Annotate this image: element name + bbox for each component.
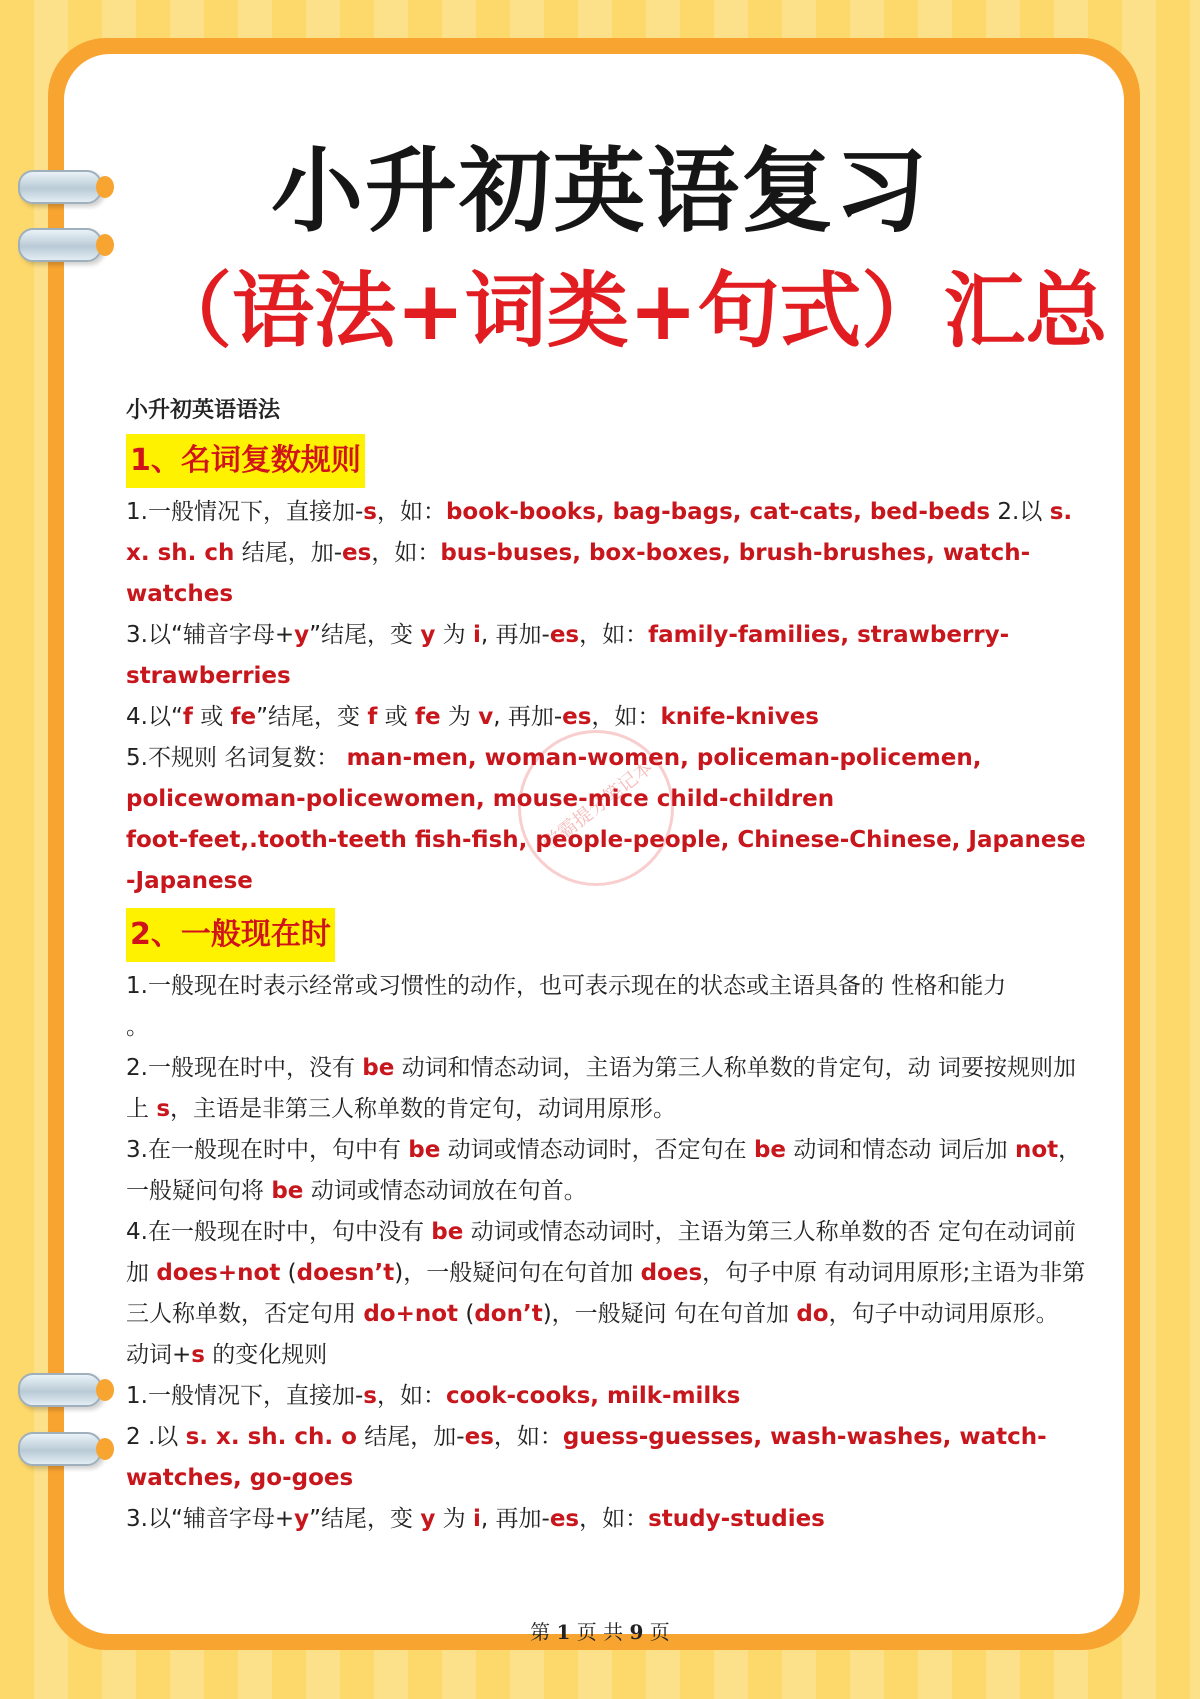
- rule-text: ，如：: [371, 540, 441, 566]
- rule-text: 1.一般情况下，直接加-: [126, 1383, 364, 1409]
- page-total: 9: [629, 1620, 644, 1644]
- rule-text: 1.一般情况下，直接加-: [126, 499, 364, 525]
- keyword: does+not: [156, 1260, 281, 1286]
- footer-text: 页: [643, 1620, 670, 1644]
- example-words: bus-buses, box-boxes, brush-brushes, watch-watches: [126, 540, 1031, 607]
- rule-text: 为: [440, 704, 479, 730]
- section-noun-plural: [126, 434, 1086, 902]
- rule-text: ，如：: [376, 1383, 446, 1409]
- rule-text: 2.以: [990, 499, 1050, 525]
- rule-text: 动词+: [126, 1342, 192, 1368]
- example-words: study-studies: [648, 1506, 825, 1532]
- keyword: do+not: [363, 1301, 459, 1327]
- example-words: book-books, bag-bags, cat-cats, bed-beds: [445, 499, 991, 525]
- page-subtitle: （语法+词类+句式）汇总: [150, 264, 1108, 359]
- keyword: doesn’t: [296, 1260, 395, 1286]
- rule-text: ，句子中动词用原形。: [828, 1301, 1059, 1327]
- rule-paragraph: [126, 1417, 1086, 1499]
- rule-text: 5.不规则 名词复数：: [126, 745, 340, 771]
- document-body: [126, 396, 1086, 1540]
- example-words: policewoman-policewomen, mouse-mice child-children: [126, 786, 835, 812]
- keyword: do: [796, 1301, 829, 1327]
- rule-text: 结尾，加-: [356, 1424, 465, 1450]
- page-title: 小升初英语复习: [270, 138, 929, 245]
- rule-paragraph: [126, 1212, 1086, 1335]
- rule-text: 动词和情态动 词后加: [786, 1137, 1015, 1163]
- rule-text: )，一般疑问句在句首加: [394, 1260, 641, 1286]
- rule-text: 动词或情态动词时，主语为第三人称单数的否 定句在动词前加: [126, 1219, 1076, 1286]
- binder-ring: [18, 1432, 102, 1466]
- keyword: y: [294, 622, 310, 648]
- rule-text: ”结尾，变: [256, 704, 368, 730]
- rule-text: ，一般疑问句将: [126, 1137, 1082, 1204]
- subheading: [126, 1335, 1086, 1376]
- keyword: v: [478, 704, 494, 730]
- rule-paragraph: [126, 1499, 1086, 1540]
- example-words: man-men, woman-women, policeman-policemen,: [346, 745, 982, 771]
- rule-text: 3.在一般现在时中，句中有: [126, 1137, 409, 1163]
- section-heading: 2、一般现在时: [126, 908, 335, 962]
- keyword: be: [362, 1055, 395, 1081]
- rule-text: 1.一般现在时表示经常或习惯性的动作，也可表示现在的状态或主语具备的 性格和能力: [126, 973, 1007, 999]
- example-words: family-families, strawberry-strawberries: [126, 622, 1010, 689]
- rule-paragraph: [126, 1130, 1086, 1212]
- keyword: es: [342, 540, 372, 566]
- footer-text: 页 共: [570, 1620, 630, 1644]
- rule-text: , 再加-: [480, 622, 550, 648]
- keyword: es: [549, 1506, 580, 1532]
- keyword: fe: [230, 704, 257, 730]
- keyword: y: [420, 1506, 436, 1532]
- section-simple-present: [126, 908, 1086, 1540]
- page-footer: [0, 1616, 1200, 1645]
- example-words: guess-guesses, wash-washes, watch-watches, go-goes: [126, 1424, 1047, 1491]
- rule-text: (: [458, 1301, 475, 1327]
- example-words: cook-cooks, milk-milks: [445, 1383, 741, 1409]
- keyword: y: [420, 622, 436, 648]
- example-words: -Japanese: [126, 868, 253, 894]
- section-label: 小升初英语语法: [126, 398, 281, 423]
- keyword: be: [431, 1219, 464, 1245]
- keyword: i: [473, 1506, 481, 1532]
- rule-text: 3.以“辅音字母+: [126, 622, 295, 648]
- rule-paragraph: [126, 1048, 1086, 1130]
- footer-text: 第: [530, 1620, 557, 1644]
- keyword: es: [562, 704, 592, 730]
- keyword: es: [549, 622, 580, 648]
- rule-text: ，如：: [493, 1424, 563, 1450]
- rule-text: 动词或情态动词时，否定句在: [440, 1137, 754, 1163]
- rule-text: 4.以“: [126, 704, 183, 730]
- keyword: fe: [415, 704, 441, 730]
- keyword: f: [182, 704, 193, 730]
- keyword: be: [408, 1137, 441, 1163]
- keyword: be: [271, 1178, 304, 1204]
- rule-text: 为: [435, 1506, 473, 1532]
- rule-text: 或: [377, 704, 415, 730]
- page-number: 1: [556, 1620, 571, 1644]
- rule-text: 2 .以: [126, 1424, 186, 1450]
- rule-text: ，句子中原 有动词用原形;主语为非第三人称单数，否定句用: [126, 1260, 1086, 1327]
- rule-text: 4.在一般现在时中，句中没有: [126, 1219, 432, 1245]
- rule-text: ，如：: [591, 704, 661, 730]
- keyword: f: [367, 704, 378, 730]
- rule-text: 或: [192, 704, 231, 730]
- keyword: not: [1014, 1137, 1059, 1163]
- rule-text: 动词和情态动词，主语为第三人称单数的肯定句，动 词要按规则加上: [126, 1055, 1076, 1122]
- keyword: s: [191, 1342, 205, 1368]
- rule-paragraph: [126, 1376, 1086, 1417]
- keyword: s. x. sh. ch: [126, 499, 1073, 566]
- rule-text: 的变化规则: [204, 1342, 328, 1368]
- keyword: s: [363, 499, 377, 525]
- example-words: knife-knives: [660, 704, 819, 730]
- rule-paragraph: [126, 697, 1086, 738]
- rule-text: , 再加-: [493, 704, 563, 730]
- keyword: s. x. sh. ch. o: [185, 1424, 357, 1450]
- rule-text: 结尾，加-: [234, 540, 343, 566]
- rule-text: ，如：: [579, 622, 649, 648]
- rule-text: ，如：: [376, 499, 446, 525]
- keyword: does: [640, 1260, 703, 1286]
- rule-text: ，主语是非第三人称单数的肯定句，动词用原形。: [170, 1096, 677, 1122]
- rule-text: ，如：: [579, 1506, 649, 1532]
- keyword: be: [753, 1137, 787, 1163]
- section-heading: 1、名词复数规则: [126, 434, 365, 488]
- rule-text: )，一般疑问 句在句首加: [542, 1301, 797, 1327]
- keyword: es: [464, 1424, 494, 1450]
- rule-text: ”结尾，变: [309, 622, 421, 648]
- keyword: s: [363, 1383, 377, 1409]
- rule-paragraph: [126, 966, 1086, 1048]
- rule-text: 为: [435, 622, 473, 648]
- rule-text: , 再加-: [480, 1506, 550, 1532]
- rule-text: 2.一般现在时中，没有: [126, 1055, 363, 1081]
- watermark-text: 学霸提分笔记本: [538, 756, 658, 856]
- keyword: i: [473, 622, 481, 648]
- rule-paragraph: [126, 615, 1086, 697]
- binder-ring: [18, 1373, 102, 1407]
- rule-paragraph: [126, 738, 1086, 902]
- keyword: don’t: [474, 1301, 543, 1327]
- rule-paragraph: [126, 492, 1086, 615]
- keyword: s: [156, 1096, 171, 1122]
- keyword: y: [294, 1506, 310, 1532]
- rule-text: 3.以“辅音字母+: [126, 1506, 295, 1532]
- rule-text: ”结尾，变: [309, 1506, 421, 1532]
- rule-text: (: [280, 1260, 297, 1286]
- rule-text: 。: [126, 1014, 149, 1040]
- rule-text: 动词或情态动词放在句首。: [303, 1178, 587, 1204]
- example-words: foot-feet,.tooth-teeth fish-fish, people-people, Chinese-Chinese, Japanese: [126, 827, 1086, 853]
